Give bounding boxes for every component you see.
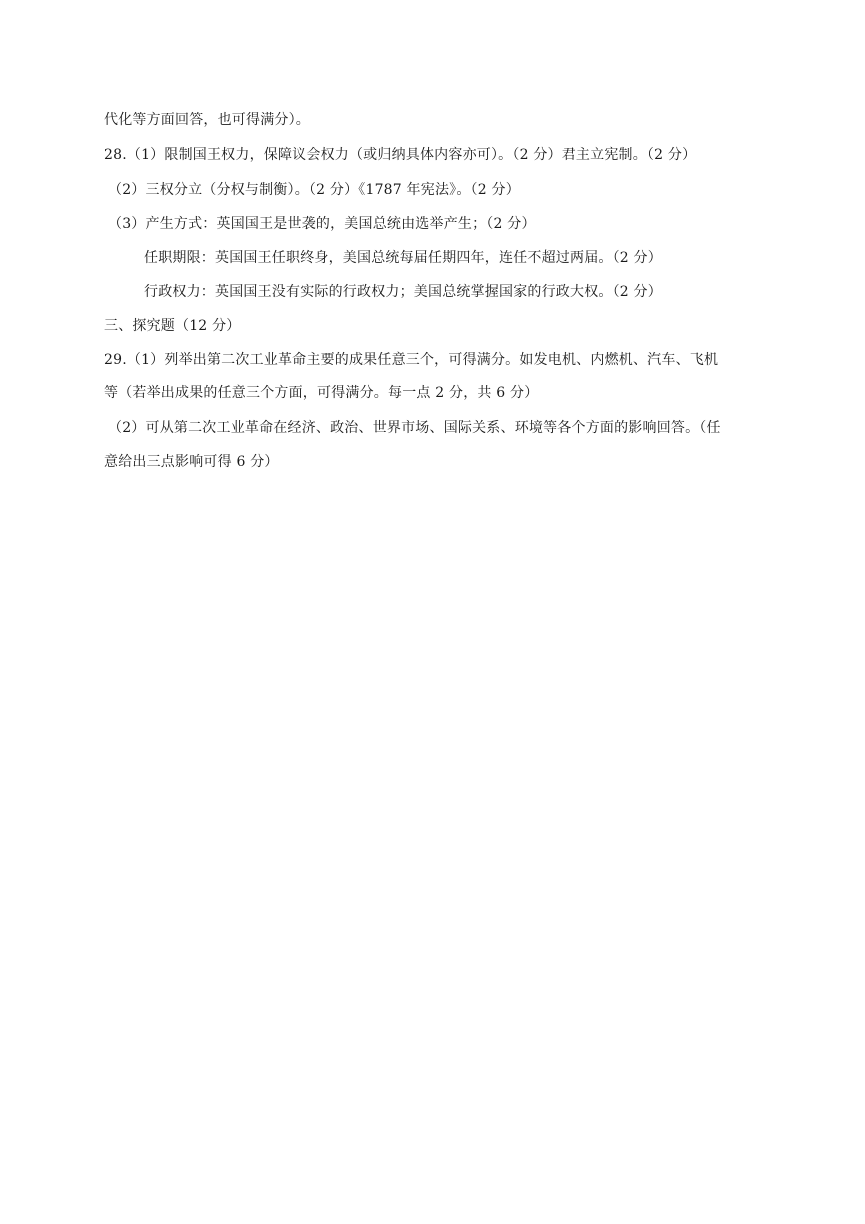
answer-28-term-limit: 任职期限：英国国王任职终身，美国总统每届任期四年，连任不超过两届。（2 分）: [144, 250, 662, 266]
answer-29-part-1: 29.（1）列举出第二次工业革命主要的成果任意三个，可得满分。如发电机、内燃机、汽车、飞机: [104, 352, 719, 368]
answer-29-part-1-continued: 等（若举出成果的任意三个方面，可得满分。每一点 2 分，共 6 分）: [104, 385, 539, 401]
answer-29-part-2: （2）可从第二次工业革命在经济、政治、世界市场、国际关系、环境等各个方面的影响回答。（任: [108, 420, 721, 436]
section-heading-inquiry: 三、探究题（12 分）: [104, 318, 241, 334]
answer-29-part-2-continued: 意给出三点影响可得 6 分）: [104, 454, 279, 470]
answer-28-part-3: （3）产生方式：英国国王是世袭的，美国总统由选举产生；（2 分）: [108, 216, 536, 232]
answer-28-executive-power: 行政权力：英国国王没有实际的行政权力；美国总统掌握国家的行政大权。（2 分）: [144, 284, 662, 300]
answer-28-part-2: （2）三权分立（分权与制衡）。（2 分）《1787 年宪法》。（2 分）: [108, 182, 520, 198]
text-line-continuation: 代化等方面回答，也可得满分）。: [104, 112, 310, 128]
answer-28-part-1: 28.（1）限制国王权力，保障议会权力（或归纳具体内容亦可）。（2 分）君主立宪制。（2 分）: [104, 147, 697, 163]
